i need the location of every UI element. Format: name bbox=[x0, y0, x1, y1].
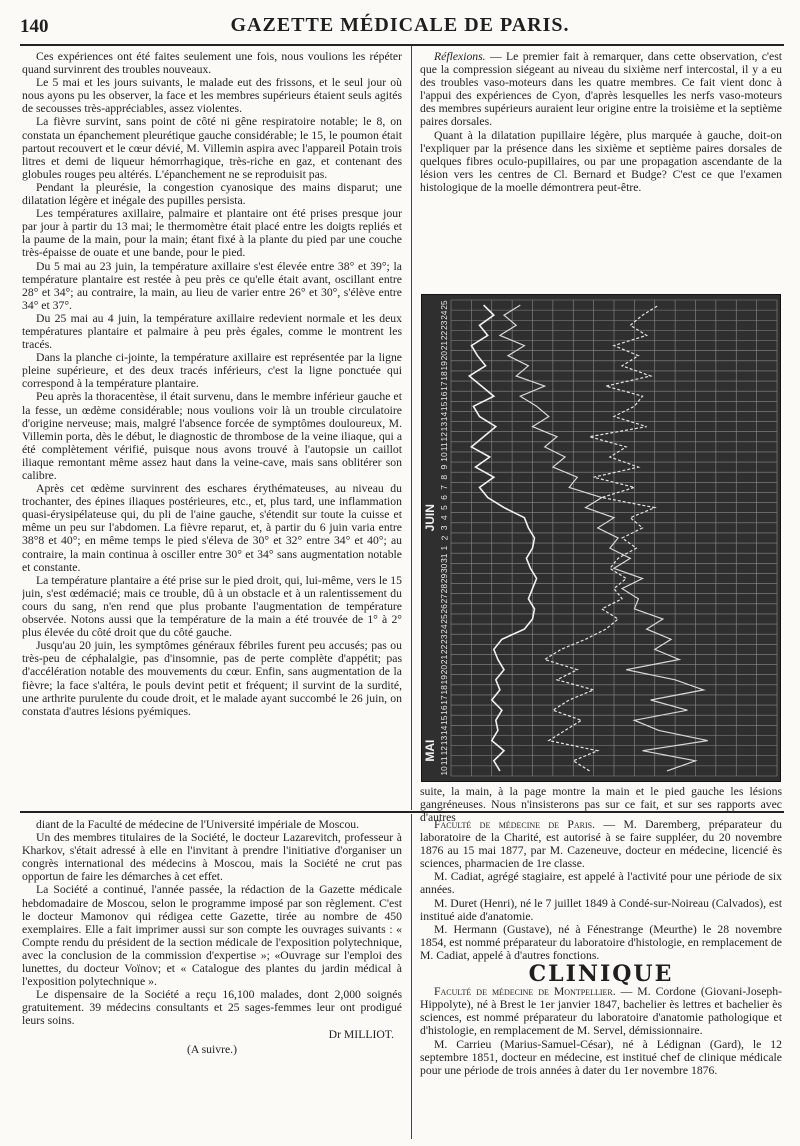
paragraph: Le dispensaire de la Société a reçu 16,100 malades, dont 2,000 soignés gratuitement. 39 médecins consultants et 25 sages-femmes leur ont prodigué leurs soins. bbox=[22, 988, 402, 1028]
paragraph: diant de la Faculté de médecine de l'Université impériale de Moscou. bbox=[36, 818, 360, 831]
section-title-clinique: CLINIQUE bbox=[528, 961, 674, 988]
paragraph: Les températures axillaire, palmaire et plantaire ont été prises presque jour par jour à partir du 13 mai; le thermomètre était placé entre les doigts repliés et la paume de la main, pour la main; étant fixé à la plante du pied par une couche très-épaisse de ouate et une bande, pour le pied. bbox=[22, 207, 402, 260]
day-tick-label: 31 bbox=[439, 553, 450, 563]
paragraph: M. Cadiat, agrégé stagiaire, est appelé à l'activité pour une période de six années. bbox=[420, 870, 782, 897]
day-tick-label: 11 bbox=[439, 442, 450, 452]
paragraph: M. Hermann (Gustave), né à Fénestrange (Meurthe) le 28 novembre 1854, est nommé préparateur du laboratoire d'histologie, en remplacement de M. Cadiat, appelé à d'autres fonctions. bbox=[420, 922, 782, 962]
temperature-chart-svg bbox=[421, 294, 781, 782]
day-tick-label: 18 bbox=[439, 371, 450, 381]
day-tick-label: 1 bbox=[439, 545, 450, 551]
right-column-bottom bbox=[420, 818, 782, 1138]
day-tick-label: 14 bbox=[439, 411, 450, 422]
paragraph: M. Carrieu (Marius-Samuel-César), né à Lédignan (Gard), le 12 septembre 1851, docteur en médecine, est institué chef de clinique médicale pour une période de trois années à dater du 1er novembre 1876. bbox=[420, 1037, 782, 1077]
day-tick-label: 16 bbox=[439, 391, 450, 401]
day-tick-label: 3 bbox=[439, 525, 450, 531]
day-tick-label: 12 bbox=[439, 431, 450, 442]
paragraph: La fièvre survint, sans point de côté ni gêne respiratoire notable; le 8, on constata un épanchement pleurétique gauche considérable; le 15, le poumon était partout recouvert et le cœur dévié, M. Villemin aspira avec l'appareil Potain trois litres et demi de liqueur hémorrhagique, très-riche en gaz, et contenant des globules rouges peu altérés. L'épanchement ne se reproduisit pas. bbox=[22, 115, 402, 181]
paragraph: Ces expériences ont été faites seulement une fois, nous voulions les répéter quand survinrent des troubles nouveaux. bbox=[22, 50, 402, 77]
day-tick-label: 27 bbox=[439, 594, 450, 604]
page-number: 140 bbox=[20, 16, 49, 37]
paragraph: Peu après la thoracentèse, il était survenu, dans le membre inférieur gauche et la fesse, un œdème considérable; nous voulions voir là un trouble circulatoire d'origine nerveuse; mais, malgré l'absence forcée de symptômes douloureux, M. Villemin porta, dès le début, le diagnostic de thrombose de la veine iliaque, qui a été complètement vérifié, puisque nous avons trouvé à l'autopsie un caillot iliaque remontant même assez haut dans la veine-cave, mais sans oblitérer son calibre. bbox=[22, 390, 402, 482]
paragraph: Le 5 mai et les jours suivants, le malade eut des frissons, et le seul jour où nous ayons pu les observer, la face et les membres supérieurs étaient seuls agités de secousses très-appréciables, assez violentes. bbox=[22, 76, 402, 116]
day-tick-label: 14 bbox=[439, 725, 450, 736]
paragraph: M. Duret (Henri), né le 7 juillet 1849 à Condé-sur-Noireau (Calvados), est institué aide d'anatomie. bbox=[420, 896, 782, 923]
day-tick-label: 22 bbox=[439, 644, 450, 655]
chart-background bbox=[421, 294, 781, 782]
day-tick-label: 25 bbox=[439, 300, 450, 310]
month-label: JUIN bbox=[423, 504, 438, 532]
day-tick-label: 2 bbox=[439, 535, 450, 541]
reflexions-lead: Réflexions. bbox=[434, 50, 486, 63]
column-divider-bottom bbox=[411, 814, 412, 1139]
paragraph bbox=[420, 985, 782, 1037]
day-tick-label: 24 bbox=[439, 310, 450, 320]
left-column-top bbox=[22, 50, 402, 806]
day-tick-label: 19 bbox=[439, 675, 450, 685]
paragraph: Dans la planche ci-jointe, la température axillaire est représentée par la ligne pleine supérieure, et des deux tracés inférieurs, c'est la ligne ponctuée qui correspond à la température plantaire. bbox=[22, 351, 402, 391]
header-rule bbox=[20, 44, 784, 46]
day-tick-label: 23 bbox=[439, 320, 450, 331]
paragraph: Du 5 mai au 23 juin, la température axillaire s'est élevée entre 38° et 39°; la température plantaire est restée à peu près ce qu'elle était avant, oscillant entre 28° et 34°; au contraire, la main, au lieu de varier entre 26° et 30°, s'élève entre 34° et 37°. bbox=[22, 259, 402, 312]
day-tick-label: 26 bbox=[439, 604, 450, 614]
faculty-text: — M. Cordone (Giovani-Joseph-Hippolyte), né à Brest le 1er janvier 1847, bachelier ès lettres et bachelier ès sciences, est nommé préparateur du laboratoire d'anatomie pathologique et d'histologie, en remplacement de M. Servel, démissionnaire. bbox=[420, 985, 782, 1038]
paragraph: La température plantaire a été prise sur le pied droit, qui, lui-même, vers le 15 juin, s'est œdémacié; mais ce trouble, dû à un obstacle et à un ralentissement du cours du sang, n'en rend que plus probante l'augmentation de température observée. Notons aussi que la température de la main a été trouvée de 1° à 2° plus élevée du côté droit que du côté gauche. bbox=[22, 573, 402, 640]
day-tick-label: 23 bbox=[439, 634, 450, 645]
day-tick-label: 30 bbox=[439, 563, 450, 574]
to-be-continued: (A suivre.) bbox=[187, 1042, 237, 1056]
day-tick-label: 24 bbox=[439, 624, 450, 634]
day-tick-label: 15 bbox=[439, 401, 450, 412]
day-tick-label: 4 bbox=[439, 515, 450, 521]
day-tick-label: 8 bbox=[439, 474, 450, 480]
day-tick-label: 10 bbox=[439, 766, 450, 776]
day-tick-label: 15 bbox=[439, 715, 450, 726]
paragraph: Un des membres titulaires de la Société, le docteur Lazarevitch, professeur à Kharkov, s'était adressé à elle en l'invitant à prendre l'initiative d'organiser un congrès international des médecins à Moscou, mais la Société ne crut pas opportun de faire les démarches à cet effet. bbox=[22, 831, 402, 884]
day-tick-label: 13 bbox=[439, 735, 450, 746]
faculty-text: — M. Daremberg, préparateur du laboratoire de la Charité, est autorisé à se faire suppléer, du 20 novembre 1876 au 15 mai 1877, par M. Cazeneuve, docteur en médecine, licencié ès sciences, pharmacien de 1re classe. bbox=[420, 818, 782, 871]
day-tick-label: 12 bbox=[439, 745, 450, 756]
faculty-name: Faculté de médecine de Paris. bbox=[434, 818, 596, 831]
day-tick-label: 6 bbox=[439, 495, 450, 500]
day-tick-label: 17 bbox=[439, 695, 450, 705]
faculty-name: Faculté de médecine de Montpellier. bbox=[434, 985, 616, 999]
journal-title: GAZETTE MÉDICALE DE PARIS. bbox=[230, 14, 570, 36]
temperature-chart bbox=[421, 294, 781, 782]
paragraph bbox=[420, 50, 782, 129]
reflexions-text: — Le premier fait à remarquer, dans cette observation, c'est que la compression siégeant au niveau du sixième nerf intercostal, il y a eu des troubles vaso-moteurs dans les quatre membres. Ce fait vient donc à l'appui des expériences de Cyon, d'après lesquelles les nerfs vaso-moteurs des membres supérieurs auraient leur origine entre la troisième et la septième paires dorsales. bbox=[420, 50, 782, 129]
day-tick-label: 10 bbox=[439, 452, 450, 462]
paragraph: Quant à la dilatation pupillaire légère, plus marquée à gauche, doit-on l'expliquer par la présence dans les sixième et septième paires dorsales de quelques fibres oculo-pupillaires, ou par une propagation ascendante de la lésion vers les centres de Cl. Bernard et Budge? C'est ce que l'examen histologique de la moelle démontrera peut-être. bbox=[420, 128, 782, 194]
month-label: MAI bbox=[423, 739, 438, 762]
column-divider-top bbox=[411, 46, 412, 810]
day-tick-label: 5 bbox=[439, 505, 450, 510]
paragraph bbox=[420, 818, 782, 870]
day-tick-label: 16 bbox=[439, 705, 450, 715]
day-tick-label: 7 bbox=[439, 484, 450, 490]
day-tick-label: 25 bbox=[439, 614, 450, 624]
paragraph: La Société a continué, l'année passée, la rédaction de la Gazette médicale hebdomadaire de Moscou, selon le programme imposé par son règlement. C'est le docteur Mamonov qui rédigea cette Gazette, tirée au nombre de 450 exemplaires. Elle a fait imprimer aussi sur son compte les ouvrages suivants : « Compte rendu du président de la section médicale de l'exposition polytechnique, avec la conclusion de la commission d'expertise »; «Ouvrage sur l'emploi des lunettes, du docteur Voïnov; et « Catalogue des plantes du jardin médical à l'exposition polytechnique ». bbox=[22, 883, 402, 989]
left-column-bottom bbox=[22, 818, 402, 1138]
paragraph: Pendant la pleurésie, la congestion cyanosique des mains disparut; une dilatation légère et inégale des pupilles persista. bbox=[22, 180, 402, 208]
right-column-top bbox=[420, 50, 782, 280]
day-tick-label: 18 bbox=[439, 685, 450, 695]
day-tick-label: 13 bbox=[439, 421, 450, 432]
paragraph: Jusqu'au 20 juin, les symptômes généraux fébriles furent peu accusés; pas ou très-peu de céphalalgie, pas d'insomnie, pas de perte complète d'appétit; pas d'accélération notable des mouvements du cœur. Enfin, sans augmentation de la fièvre; la face s'altéra, le pouls devint petit et fréquent; il survint de la surdité, une arthrite purulente du coude droit, et le malade ayant succombé le 26 juin, on constata d'autres lésions pyémiques. bbox=[22, 639, 402, 718]
day-tick-label: 20 bbox=[439, 350, 450, 361]
day-tick-label: 29 bbox=[439, 573, 450, 584]
day-tick-label: 11 bbox=[439, 756, 450, 766]
day-tick-label: 21 bbox=[439, 654, 450, 665]
day-tick-label: 19 bbox=[439, 361, 450, 371]
day-tick-label: 17 bbox=[439, 381, 450, 391]
day-tick-label: 22 bbox=[439, 330, 450, 341]
day-tick-label: 9 bbox=[439, 464, 450, 470]
author-signature: Dr MILLIOT. bbox=[328, 1027, 394, 1041]
day-tick-label: 28 bbox=[439, 583, 450, 594]
day-tick-label: 20 bbox=[439, 664, 450, 675]
paragraph: Du 25 mai au 4 juin, la température axillaire redevient normale et les deux températures plantaire et palmaire à peu près égales, comme le montrent les tracés. bbox=[22, 311, 402, 352]
day-tick-label: 21 bbox=[439, 340, 450, 351]
chart-caption: suite, la main, à la page montre la main et le pied gauche les lésions gangréneuses. Nous n'insisterons pas sur ce fait, et sur ses rapports avec d'autres bbox=[420, 785, 782, 824]
paragraph: Après cet œdème survinrent des eschares érythémateuses, au niveau du trochanter, des épines iliaques postérieures, etc., et, plus tard, une inflammation quasi-érysipélateuse qui, du pli de l'aine gauche, s'étendit sur toute la cuisse et même un peu sur l'abdomen. La fièvre reparut, et, à partir du 6 juin varia entre 38°8 et 40°; en même temps le pied s'éleva de 30° et 32° entre 34° et 40°; au contraire, la main continua à osciller entre 30° et 34° sans augmentation notable et constante. bbox=[22, 482, 402, 574]
